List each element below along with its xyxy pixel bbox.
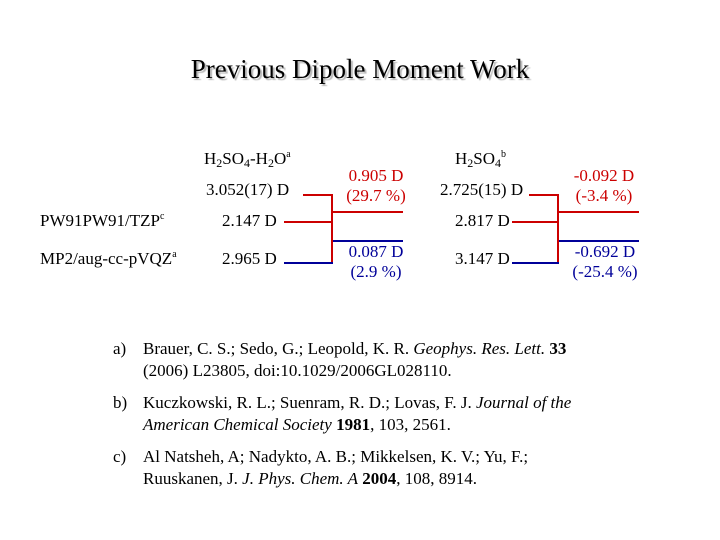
reference-b: b) Kuczkowski, R. L.; Suenram, R. D.; Lovas, F. J. Journal of the American Chemical Society 1981, 103, 2561. — [113, 393, 572, 434]
mp2-monomer-diff: -0.692 D (-25.4 %) — [572, 242, 638, 281]
method-pw91-label: PW91PW91/TZP$^c$ — [40, 211, 165, 230]
connector-line — [331, 194, 333, 264]
exp-monomer-value: 2.725(15) D — [440, 180, 524, 199]
connector-line — [333, 240, 403, 242]
header-complex: $H_2SO_4-H_2O^a$ — [204, 149, 291, 170]
reference-c: c) Al Natsheh, A; Nadykto, A. B.; Mikkelsen, K. V.; Yu, F.; Ruuskanen, J. J. Phys. Chem. A 2004, 108, 8914. — [113, 447, 529, 488]
pw91-monomer-value: 2.817 D — [455, 211, 510, 230]
slide-title: Previous Dipole Moment Work — [190, 54, 530, 84]
mp2-monomer-value: 3.147 D — [455, 249, 510, 268]
mp2-complex-value: 2.965 D — [222, 249, 277, 268]
connector-line — [303, 194, 333, 196]
pw91-monomer-diff: -0.092 D (-3.4 %) — [573, 166, 635, 205]
mp2-complex-diff: 0.087 D (2.9 %) — [348, 242, 404, 281]
connector-line — [559, 240, 639, 242]
header-monomer: $H_2SO_4^b$ — [455, 149, 507, 170]
pw91-complex-value: 2.147 D — [222, 211, 277, 230]
connector-line — [284, 262, 333, 264]
connector-line — [512, 262, 559, 264]
connector-line — [284, 221, 333, 223]
connector-line — [333, 211, 403, 213]
exp-complex-value: 3.052(17) D — [206, 180, 290, 199]
reference-a: a) Brauer, C. S.; Sedo, G.; Leopold, K. R. Geophys. Res. Lett. 33 (2006) L23805, doi:10.1029/2006GL028110. — [113, 339, 567, 380]
connector-line — [512, 221, 559, 223]
method-mp2-label: MP2/aug-cc-pVQZ$^a$ — [40, 249, 177, 268]
connector-line — [529, 194, 559, 196]
pw91-complex-diff: 0.905 D (29.7 %) — [346, 166, 406, 205]
connector-line — [557, 194, 559, 264]
connector-line — [559, 211, 639, 213]
